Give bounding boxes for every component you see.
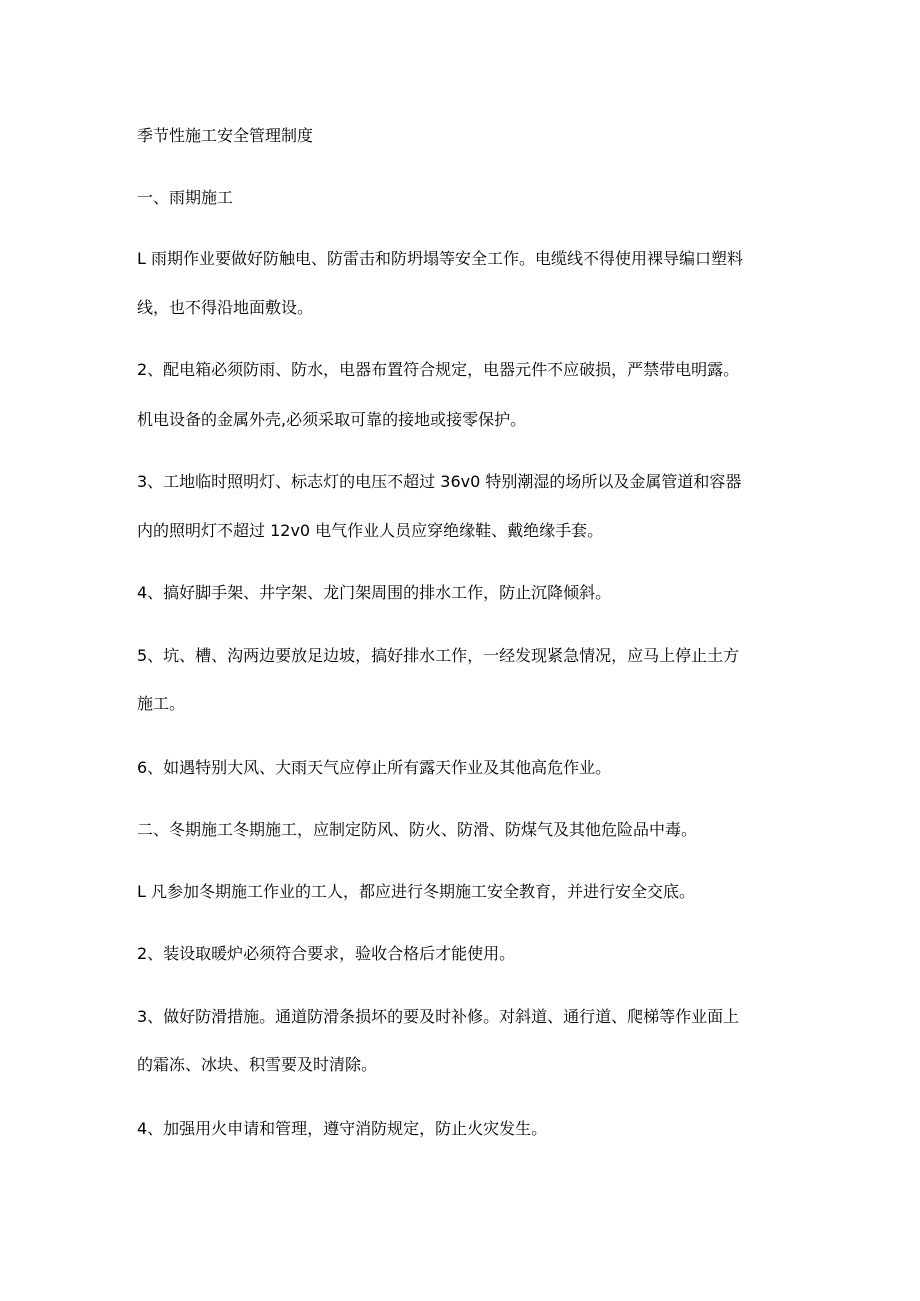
section-heading-winter-season: 二、冬期施工冬期施工，应制定防风、防火、防滑、防煤气及其他危险品中毒。 (137, 820, 698, 839)
paragraph-line: 2、配电箱必须防雨、防水，电器布置符合规定，电器元件不应破损，严禁带电明露。 (137, 360, 740, 379)
paragraph-line: L 凡参加冬期施工作业的工人，都应进行冬期施工安全教育，并进行安全交底。 (137, 882, 696, 901)
paragraph-line: 4、加强用火申请和管理，遵守消防规定，防止火灾发生。 (137, 1119, 548, 1138)
paragraph-line: 2、装设取暖炉必须符合要求，验收合格后才能使用。 (137, 944, 516, 963)
paragraph-line: 线，也不得沿地面敷设。 (137, 298, 314, 317)
section-heading-rainy-season: 一、雨期施工 (137, 188, 234, 207)
paragraph-line: 的霜冻、冰块、积雪要及时清除。 (137, 1055, 378, 1074)
document-title: 季节性施工安全管理制度 (137, 126, 314, 145)
paragraph-line: 5、坑、槽、沟两边要放足边坡，搞好排水工作，一经发现紧急情况，应马上停止土方 (137, 646, 740, 665)
paragraph-line: 施工。 (137, 694, 186, 713)
paragraph-line: L 雨期作业要做好防触电、防雷击和防坍塌等安全工作。电缆线不得使用裸导编口塑料 (137, 249, 744, 268)
paragraph-line: 机电设备的金属外壳,必须采取可靠的接地或接零保护。 (137, 410, 527, 429)
paragraph-line: 6、如遇特别大风、大雨天气应停止所有露天作业及其他高危作业。 (137, 758, 612, 777)
paragraph-line: 3、工地临时照明灯、标志灯的电压不超过 36v0 特别潮湿的场所以及金属管道和容器 (137, 472, 742, 491)
paragraph-line: 3、做好防滑措施。通道防滑条损坏的要及时补修。对斜道、通行道、爬梯等作业面上 (137, 1007, 740, 1026)
paragraph-line: 4、搞好脚手架、井字架、龙门架周围的排水工作，防止沉降倾斜。 (137, 583, 612, 602)
paragraph-line: 内的照明灯不超过 12v0 电气作业人员应穿绝缘鞋、戴绝缘手套。 (137, 521, 604, 540)
